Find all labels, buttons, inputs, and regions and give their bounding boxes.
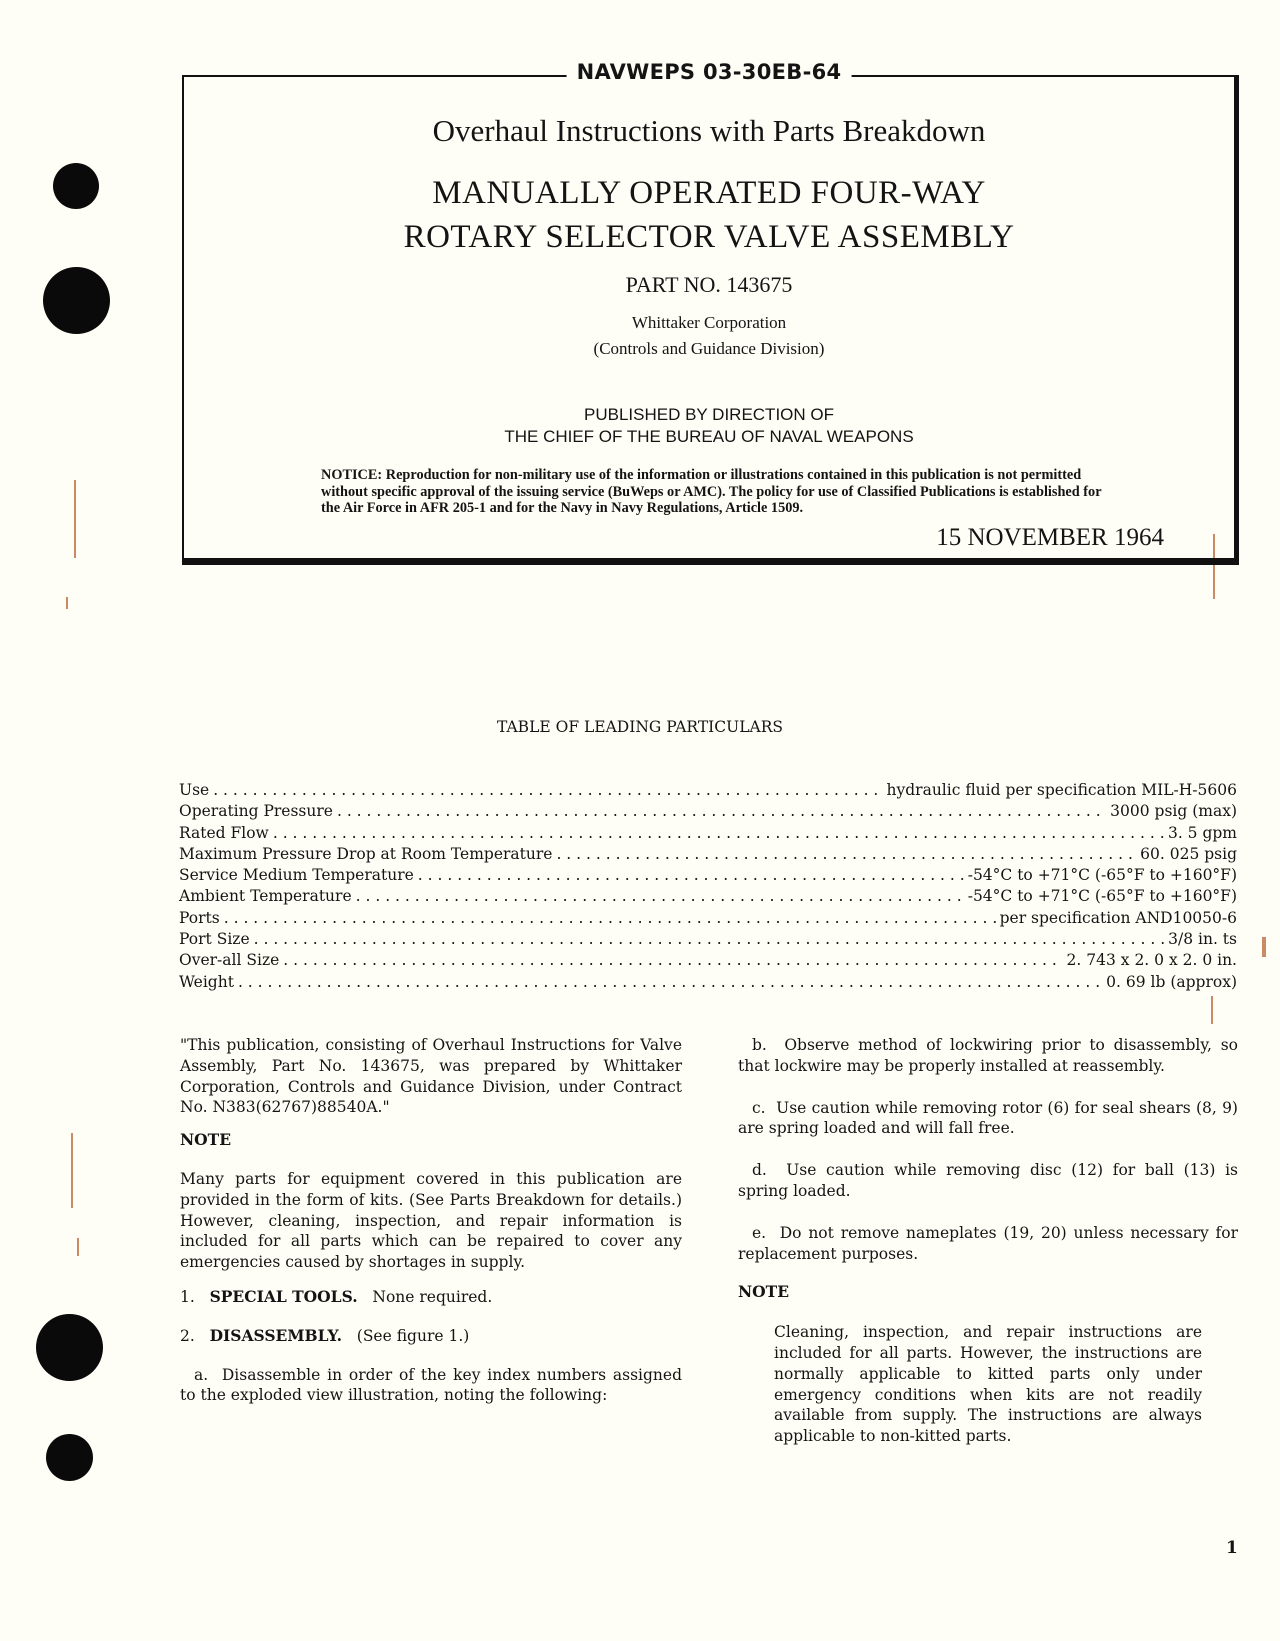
leader-dots (254, 930, 1165, 948)
table-row (179, 845, 1237, 866)
right-column (738, 1035, 1238, 1447)
row-label: Over-all Size (179, 951, 280, 970)
document-title-line-2: ROTARY SELECTOR VALVE ASSEMBLY (403, 219, 1015, 255)
row-value: per specification AND10050-6 (999, 908, 1237, 927)
publication-date: 15 NOVEMBER 1964 (936, 524, 1164, 551)
reproduction-notice: NOTICE: Reproduction for non-military use of the information or illustrations contained in this publication is not permitted without specific approval of the issuing service (BuWeps or AMC). The policy for use of Classified Publications is established for the Air Force in AFR 205-1 and for the Navy in Navy Regulations, Article 1509. (321, 467, 1102, 516)
step-label: e. (752, 1223, 767, 1242)
stain-mark (77, 1238, 79, 1256)
row-value: -54°C to +71°C (-65°F to +160°F) (967, 866, 1237, 885)
row-value: -54°C to +71°C (-65°F to +160°F) (967, 887, 1237, 906)
section-number: 2. (180, 1326, 195, 1345)
row-value: 2. 743 x 2. 0 x 2. 0 in. (1066, 951, 1237, 970)
stain-mark (71, 1133, 73, 1208)
step-text: Observe method of lockwiring prior to disassembly, so that lockwire may be properly installed at reassembly. (738, 1036, 1238, 1075)
section-title: DISASSEMBLY. (209, 1325, 342, 1345)
section-title: SPECIAL TOOLS. (209, 1286, 358, 1306)
preparation-statement: "This publication, consisting of Overhaul Instructions for Valve Assembly, Part No. 143675, was prepared by Whittaker Corporation, Controls and Guidance Division, under Contract No. N383(62767)88540A." (180, 1036, 682, 1117)
left-column (180, 1035, 682, 1406)
step-a (180, 1365, 682, 1407)
leader-dots (224, 909, 996, 927)
step-e (738, 1223, 1238, 1265)
note-heading: NOTE (180, 1130, 232, 1150)
row-label: Maximum Pressure Drop at Room Temperature (179, 844, 553, 863)
row-label: Operating Pressure (179, 802, 333, 821)
binder-hole-1 (53, 163, 99, 209)
leader-dots (356, 887, 964, 905)
row-value: hydraulic fluid per specification MIL-H-5606 (886, 781, 1237, 799)
stain-mark (66, 597, 68, 609)
row-value: 0. 69 lb (approx) (1106, 972, 1237, 991)
part-number: PART NO. 143675 (625, 272, 793, 297)
leader-dots (556, 845, 1136, 863)
step-c (738, 1098, 1238, 1140)
table-row (179, 802, 1237, 823)
table-row (179, 887, 1237, 908)
step-label: b. (752, 1036, 767, 1054)
table-row (179, 973, 1237, 994)
manufacturer: Whittaker Corporation (631, 313, 787, 332)
document-number: NAVWEPS 03-30EB-64 (567, 60, 852, 84)
binder-hole-4 (46, 1434, 93, 1481)
table-row (179, 866, 1237, 887)
published-by-line-2: THE CHIEF OF THE BUREAU OF NAVAL WEAPONS (504, 427, 914, 446)
step-text: Use caution while removing disc (12) for ball (13) is spring loaded. (738, 1161, 1238, 1200)
row-label: Service Medium Temperature (179, 866, 414, 885)
stain-mark (1211, 996, 1213, 1024)
table-row (179, 951, 1237, 972)
binder-hole-3 (36, 1314, 103, 1381)
note-text: Cleaning, inspection, and repair instructions are included for all parts. However, the instructions are normally applicable to kitted parts only under emergency conditions when kits are not readily available from supply. The instructions are always applicable to non-kitted parts. (774, 1323, 1202, 1446)
manufacturer-division: (Controls and Guidance Division) (593, 339, 825, 358)
table-row (179, 930, 1237, 951)
step-label: a. (194, 1365, 209, 1384)
row-value: 60. 025 psig (1140, 844, 1237, 863)
section-special-tools (180, 1287, 682, 1308)
row-label: Port Size (179, 930, 250, 949)
step-b (738, 1035, 1238, 1077)
section-text: None required. (372, 1287, 493, 1306)
table-title: TABLE OF LEADING PARTICULARS (497, 718, 783, 736)
document-subtitle: Overhaul Instructions with Parts Breakdown (432, 113, 986, 148)
leader-dots (273, 824, 1164, 842)
published-by-line-1: PUBLISHED BY DIRECTION OF (583, 405, 834, 424)
leader-dots (418, 866, 964, 884)
row-label: Rated Flow (179, 823, 269, 842)
binder-hole-2 (43, 267, 110, 334)
step-text: Use caution while removing rotor (6) for seal shears (8, 9) are spring loaded and will fall free. (738, 1098, 1238, 1138)
leader-dots (238, 973, 1102, 991)
row-label: Weight (179, 972, 234, 991)
section-number: 1. (180, 1287, 195, 1306)
row-value: 3000 psig (max) (1110, 802, 1237, 821)
step-text: Disassemble in order of the key index numbers assigned to the exploded view illustration, noting the following: (180, 1365, 683, 1405)
leader-dots (283, 951, 1062, 969)
step-d (738, 1160, 1238, 1202)
leader-dots (213, 781, 882, 799)
step-label: c. (752, 1098, 766, 1117)
figure-reference: (See figure 1.) (356, 1326, 470, 1345)
title-block (182, 60, 1239, 565)
page-number: 1 (1226, 1538, 1238, 1558)
table-row (179, 909, 1237, 930)
row-value: 3. 5 gpm (1167, 823, 1237, 842)
document-title-line-1: MANUALLY OPERATED FOUR-WAY (432, 175, 986, 211)
row-label: Ambient Temperature (179, 887, 352, 906)
table-row (179, 824, 1237, 845)
row-value: 3/8 in. ts (1168, 930, 1237, 949)
leader-dots (337, 802, 1106, 820)
section-disassembly (180, 1326, 682, 1347)
note-heading: NOTE (738, 1282, 790, 1302)
row-label: Ports (179, 908, 220, 927)
table-row (179, 781, 1237, 802)
step-text: Do not remove nameplates (19, 20) unless necessary for replacement purposes. (738, 1223, 1238, 1263)
step-label: d. (752, 1161, 767, 1180)
row-label: Use (179, 781, 210, 799)
stain-mark (1262, 937, 1266, 957)
leading-particulars-table (179, 781, 1237, 994)
note-text: Many parts for equipment covered in this publication are provided in the form of kits. (See Parts Breakdown for details.) However, cleaning, inspection, and repair information is included for all parts which can be repaired to cover any emergencies caused by shortages in supply. (180, 1169, 682, 1272)
stain-mark (74, 480, 76, 558)
